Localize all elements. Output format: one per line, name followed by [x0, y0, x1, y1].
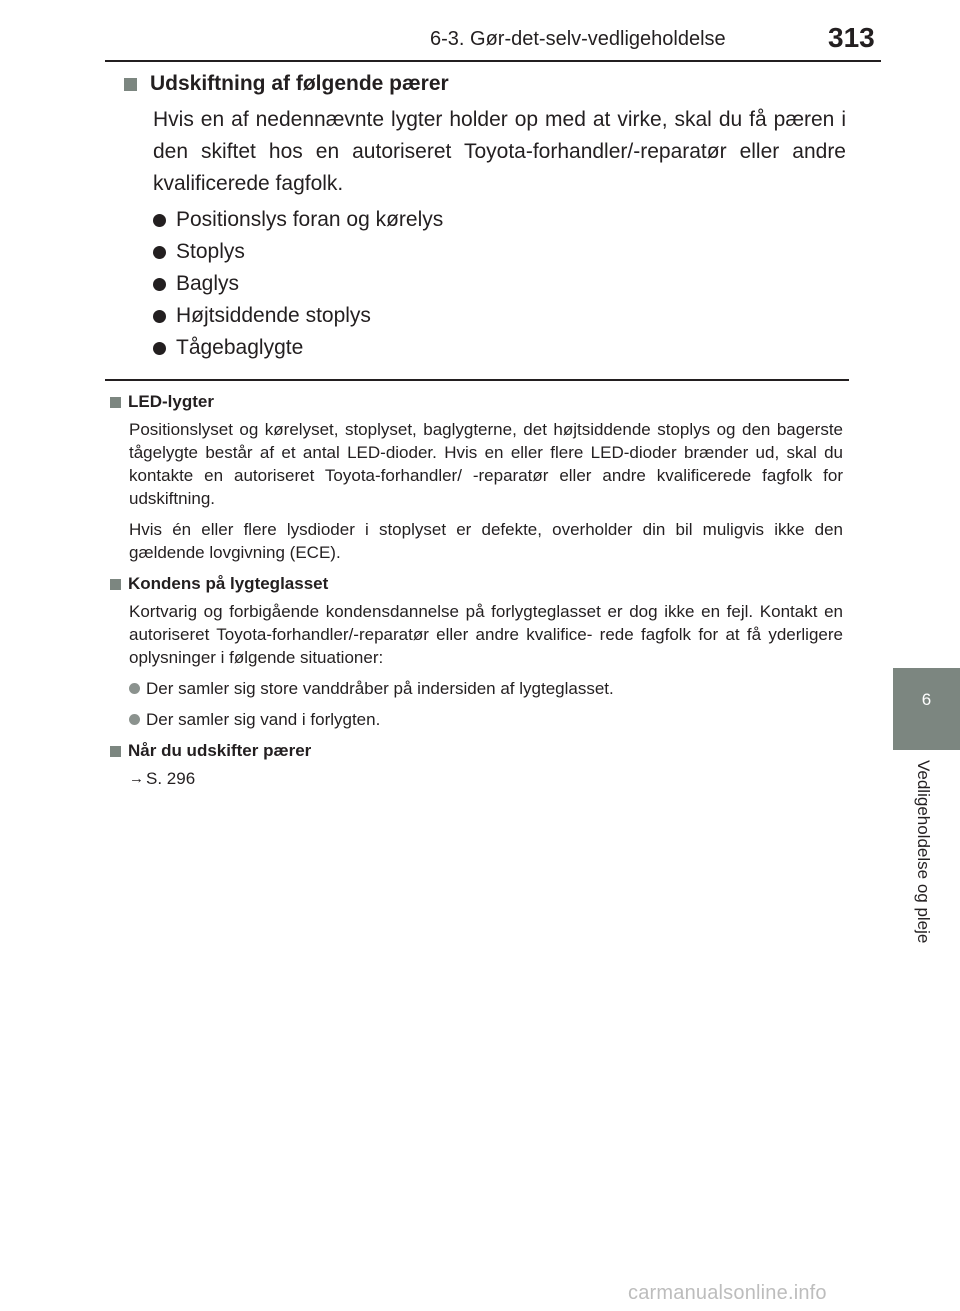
bullet-dot-icon — [153, 214, 166, 227]
list-item-text: Baglys — [176, 272, 240, 295]
square-bullet-icon — [124, 78, 137, 91]
list-item-text: Der samler sig store vanddråber på indersiden af lygteglasset. — [146, 679, 614, 698]
bullet-dot-icon — [153, 310, 166, 323]
note-heading-replace — [110, 739, 843, 763]
list-item-text: Tågebaglygte — [176, 336, 304, 359]
square-bullet-icon — [110, 397, 121, 408]
main-heading — [124, 72, 846, 96]
square-bullet-icon — [110, 746, 121, 757]
list-item — [153, 300, 846, 332]
list-item-text: Positionslys foran og kørelys — [176, 208, 444, 231]
note-paragraph: Kortvarig og forbigående kondensdannelse på forlygteglasset er dog ikke en fejl. Kontakt en autoriseret Toyota-forhandler/-reparatør eller andre kvalifice- rede fagfolk for at få yderligere oplysninger i følgende situationer: — [129, 602, 843, 667]
main-paragraph: Hvis en af nedennævnte lygter holder op med at virke, skal du få pæren i den skiftet hos en autoriseret Toyota-forhandler/-reparatør eller andre kvalificerede fagfolk. — [153, 108, 846, 195]
page-reference-text[interactable]: S. 296 — [146, 769, 196, 788]
bullet-dot-icon — [129, 683, 140, 694]
square-bullet-icon — [110, 579, 121, 590]
main-heading-text: Udskiftning af følgende pærer — [150, 72, 449, 95]
note-heading-text: Når du udskifter pærer — [128, 741, 312, 760]
section-title: 6-3. Gør-det-selv-vedligeholdelse — [430, 28, 726, 50]
section-divider — [105, 379, 849, 381]
list-item — [153, 332, 846, 364]
watermark: carmanualsonline.info — [628, 1282, 827, 1304]
list-item-text: Der samler sig vand i forlygten. — [146, 710, 381, 729]
list-item — [129, 677, 843, 700]
note-heading-text: LED-lygter — [128, 392, 214, 411]
notes-section — [110, 390, 843, 790]
list-item — [129, 708, 843, 731]
note-paragraph: Positionslyset og kørelyset, stoplyset, baglygterne, det højtsiddende stoplys og den bagerste tågelygte består af et antal LED-dioder. Hvis en eller flere LED-dioder brænder ud, skal du kontakte en autoriseret Toyota-forhandler/ -reparatør eller andre kvalificerede fagfolk for udskiftning. — [129, 420, 843, 508]
header-rule — [105, 60, 881, 62]
page-reference[interactable] — [129, 767, 843, 790]
note-heading-led — [110, 390, 843, 414]
list-item — [153, 236, 846, 268]
list-item-text: Stoplys — [176, 240, 245, 263]
bullet-dot-icon — [153, 342, 166, 355]
bullet-dot-icon — [129, 714, 140, 725]
chapter-number: 6 — [921, 690, 932, 709]
arrow-right-icon: → — [129, 770, 144, 787]
chapter-title: Vedligeholdelse og pleje — [914, 760, 933, 944]
main-content — [128, 72, 846, 364]
list-item-text: Højtsiddende stoplys — [176, 304, 371, 327]
list-item — [153, 204, 846, 236]
bulb-list — [153, 204, 846, 364]
bullet-dot-icon — [153, 246, 166, 259]
bullet-dot-icon — [153, 278, 166, 291]
list-item — [153, 268, 846, 300]
note-heading-text: Kondens på lygteglasset — [128, 574, 329, 593]
note-heading-condensation — [110, 572, 843, 596]
page-number: 313 — [828, 22, 875, 53]
note-paragraph: Hvis én eller flere lysdioder i stoplyset er defekte, overholder din bil muligvis ikke den gældende lovgivning (ECE). — [129, 520, 843, 562]
